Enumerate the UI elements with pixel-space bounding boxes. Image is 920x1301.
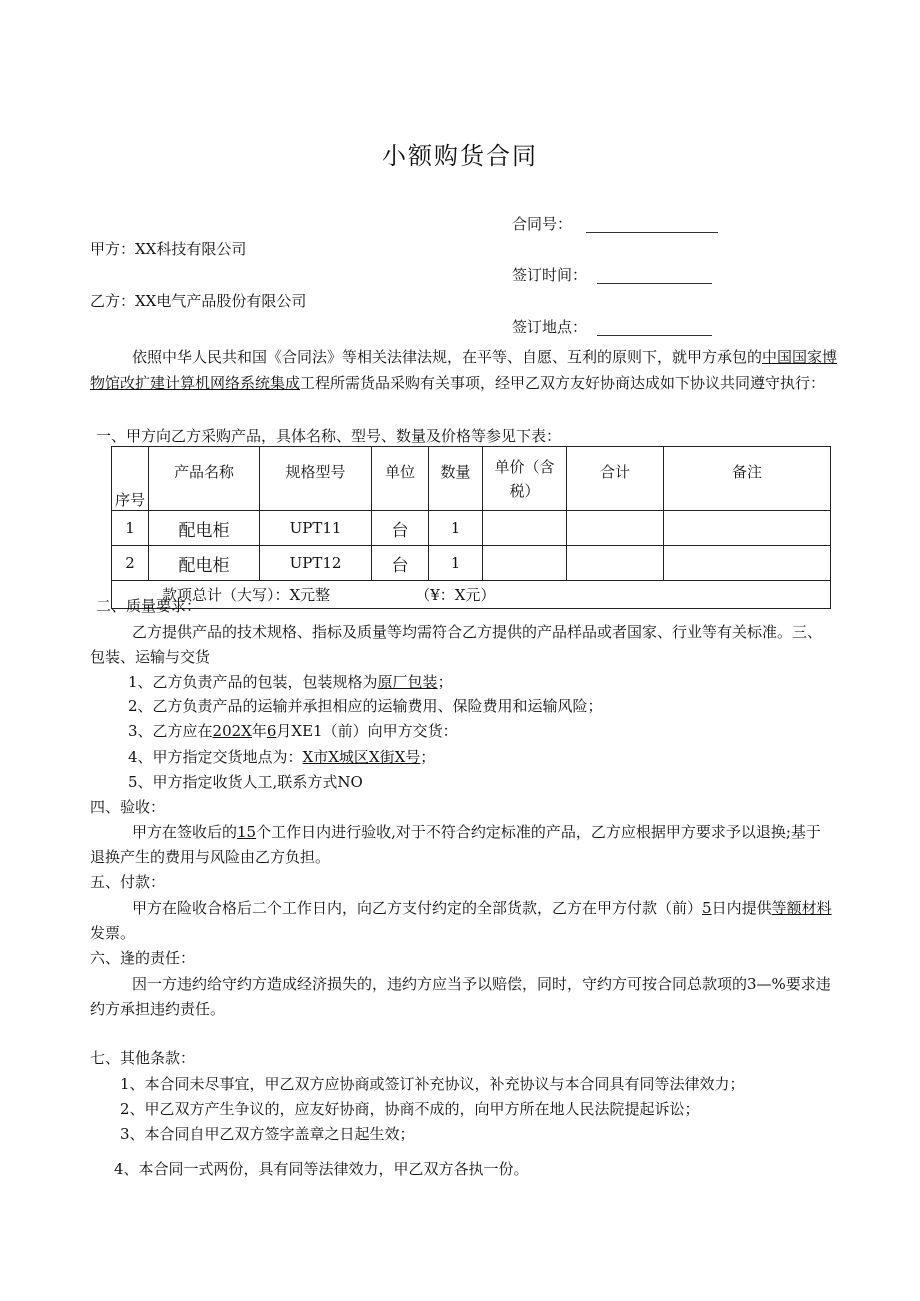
contract-no-label: 合同号： bbox=[512, 215, 573, 233]
cell-no: 1 bbox=[112, 511, 149, 546]
cell-remark bbox=[664, 546, 831, 581]
table-row bbox=[112, 546, 831, 581]
delivery-address: X市X城区X街X号 bbox=[302, 748, 421, 766]
sign-place-label: 签订地点： bbox=[512, 318, 588, 336]
intro-line-2 bbox=[90, 374, 825, 392]
header-cell: 规格型号 bbox=[260, 447, 372, 511]
sign-time bbox=[512, 266, 712, 284]
cell-qty: 1 bbox=[429, 511, 483, 546]
cell-model: UPT11 bbox=[260, 511, 372, 546]
sign-time-label: 签订时间： bbox=[512, 266, 588, 284]
cell-product: 配电柜 bbox=[149, 546, 260, 581]
intro-text: 依照中华人民共和国《合同法》等相关法律法规，在平等、自愿、互利的原则下，就甲方承包的 bbox=[132, 348, 763, 366]
section-4-line-2: 退换产生的费用与风险由乙方负担。 bbox=[90, 848, 331, 866]
section-6-line-2: 约方承担违约责任。 bbox=[90, 1000, 226, 1018]
section-5-line-2: 发票。 bbox=[90, 924, 136, 942]
cell-model: UPT12 bbox=[260, 546, 372, 581]
sign-time-blank bbox=[597, 269, 712, 284]
text: 1、乙方负责产品的包装，包装规格为 bbox=[128, 673, 378, 691]
section-5-title: 五、付款： bbox=[90, 873, 166, 891]
table-header bbox=[112, 447, 831, 511]
text: 甲方在险收合格后二个工作日内，向乙方支付约定的全部货款，乙方在甲方付款（前） bbox=[132, 899, 703, 917]
section-7-item-4: 4、本合同一式两份，具有同等法律效力，甲乙双方各执一份。 bbox=[114, 1160, 529, 1178]
header-cell: 数量 bbox=[429, 447, 483, 511]
contract-no bbox=[512, 215, 718, 233]
project-name: 中国国家博 bbox=[762, 348, 838, 366]
intro-text: 工程所需货品采购有关事项，经甲乙双方友好协商达成如下协议共同遵守执行： bbox=[300, 374, 826, 392]
text: 月XE1（前）向甲方交货： bbox=[276, 722, 458, 740]
cell-qty: 1 bbox=[429, 546, 483, 581]
invoice-days: 5 bbox=[702, 899, 712, 917]
section-3-item-1 bbox=[128, 673, 453, 691]
party-a: 甲方：XX科技有限公司 bbox=[90, 240, 247, 258]
product-table bbox=[111, 446, 831, 609]
cell-subtotal bbox=[567, 511, 664, 546]
text: 年 bbox=[251, 722, 267, 740]
section-7-item-2: 2、甲乙双方产生争议的，应友好协商，协商不成的，向甲方所在地人民法院提起诉讼； bbox=[120, 1100, 700, 1118]
section-7-item-1: 1、本合同未尽事宜，甲乙双方应协商或签订补充协议，补充协议与本合同具有同等法律效力； bbox=[120, 1075, 745, 1093]
header-cell: 合计 bbox=[567, 447, 664, 511]
header-cell: 单位 bbox=[372, 447, 429, 511]
text: 4、甲方指定交货地点为： bbox=[128, 748, 303, 766]
party-b: 乙方：XX电气产品股份有限公司 bbox=[90, 292, 307, 310]
table-row bbox=[112, 511, 831, 546]
section-3-item-3 bbox=[128, 722, 458, 740]
packaging-spec: 原厂包装 bbox=[377, 673, 438, 691]
document-title: 小额购货合同 bbox=[382, 142, 538, 170]
section-7-item-3: 3、本合同自甲乙双方签字盖章之日起生效； bbox=[120, 1125, 415, 1143]
contract-no-blank bbox=[586, 218, 718, 233]
cell-product: 配电柜 bbox=[149, 511, 260, 546]
project-name-cont: 物馆改扩建计算机网络系统集成 bbox=[90, 374, 301, 392]
section-4-title: 四、验收： bbox=[90, 798, 166, 816]
total-label: 款项总计（大写）：X元整 bbox=[162, 586, 331, 604]
sign-place-blank bbox=[597, 321, 712, 336]
section-6-title: 六、逢的责任： bbox=[90, 949, 196, 967]
text: 日内提供 bbox=[711, 899, 772, 917]
header-cell: 单价（含税） bbox=[483, 447, 567, 511]
section-4-line-1 bbox=[132, 823, 821, 841]
intro-line-1 bbox=[132, 348, 837, 366]
text: ； bbox=[420, 748, 436, 766]
cell-unit: 台 bbox=[372, 511, 429, 546]
section-3-item-4 bbox=[128, 748, 435, 766]
total-cell bbox=[112, 581, 831, 609]
cell-price bbox=[483, 511, 567, 546]
invoice-type: 等额材料 bbox=[771, 899, 832, 917]
header-cell: 备注 bbox=[664, 447, 831, 511]
inspection-days: 15 bbox=[237, 823, 257, 841]
section-2-text: 乙方提供产品的技术规格、指标及质量等均需符合乙方提供的产品样品或者国家、行业等有关标准。三、 bbox=[132, 623, 823, 641]
section-2-title: 二、质量要求： bbox=[96, 597, 202, 615]
header-cell: 序号 bbox=[112, 447, 149, 511]
cell-remark bbox=[664, 511, 831, 546]
section-3-item-5: 5、甲方指定收货人工,联系方式NO bbox=[128, 773, 363, 791]
cell-no: 2 bbox=[112, 546, 149, 581]
text: 甲方在签收后的 bbox=[132, 823, 238, 841]
section-3-item-2: 2、乙方负责产品的运输并承担相应的运输费用、保险费用和运输风险； bbox=[128, 697, 603, 715]
header-cell: 产品名称 bbox=[149, 447, 260, 511]
cell-unit: 台 bbox=[372, 546, 429, 581]
sign-place bbox=[512, 318, 712, 336]
section-1-title: 一、甲方向乙方采购产品，具体名称、型号、数量及价格等参见下表： bbox=[96, 427, 562, 445]
cell-subtotal bbox=[567, 546, 664, 581]
section-5-line-1 bbox=[132, 899, 832, 917]
text: 个工作日内进行验收,对于不符合约定标准的产品，乙方应根据甲方要求予以退换;基于 bbox=[256, 823, 821, 841]
total-row bbox=[112, 581, 831, 609]
section-6-line-1: 因一方违约给守约方造成经济损失的，违约方应当予以赔偿，同时，守约方可按合同总款项的3—%要求违 bbox=[132, 975, 831, 993]
cell-price bbox=[483, 546, 567, 581]
section-7-title: 七、其他条款： bbox=[90, 1049, 196, 1067]
total-number: （¥：X元） bbox=[415, 586, 496, 604]
text: ； bbox=[437, 673, 453, 691]
text: 3、乙方应在 bbox=[128, 722, 213, 740]
delivery-year: 202X bbox=[212, 722, 252, 740]
delivery-month: 6 bbox=[266, 722, 277, 740]
section-3-title: 包装、运输与交货 bbox=[90, 648, 211, 666]
